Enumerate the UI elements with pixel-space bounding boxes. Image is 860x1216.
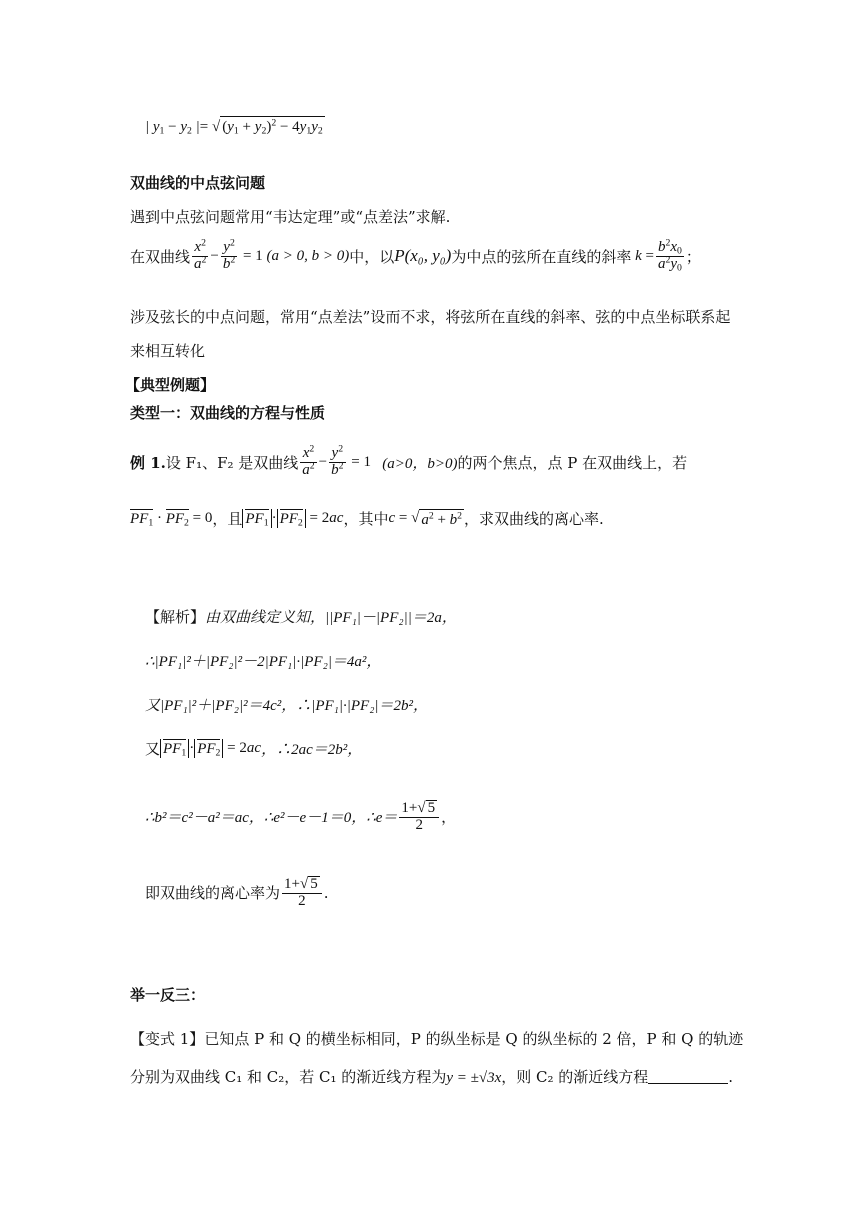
asymptote-c1: y = ±√3x: [446, 1070, 502, 1086]
solution-line-4: 又 $PF_1$ · $PF_2$ = 2 ac ，∴2ac＝2b²，: [145, 740, 363, 759]
example-line-1: 例 1. 设 F₁、F₂ 是双曲线 $\frac{x^2}{a^2}$ − $\frac{y^2}{b^2}$ = 1 (a>0，b>0) 的两个焦点，点 P 在双曲线上，若: [130, 443, 688, 478]
fraction-x2-a2: $\frac{x^2}{a^2}$: [194, 237, 207, 272]
slope-fraction: $\frac{b^2x_0}{a^2y_0}$: [657, 237, 682, 274]
variant-line-2: 分别为双曲线 C₁ 和 C₂，若 C₁ 的渐近线方程为y = ±√3x，则 C₂ 的渐近线方程 .: [130, 1068, 734, 1086]
example-fraction-x: $\frac{x^2}{a^2}$: [302, 443, 315, 478]
section-title: 双曲线的中点弦问题: [130, 174, 266, 192]
solution-line-5: ∴b²＝c²－a²＝ac，∴e²－e－1＝0，∴e＝ $\frac{1+√ 5}{2}$ ，: [145, 800, 457, 833]
example-text-c: ，且: [212, 510, 243, 528]
practice-title: 举一反三：: [130, 986, 206, 1004]
variant-label: 【变式 1】: [130, 1030, 205, 1048]
rule-point: P(x₀, y₀): [394, 246, 452, 266]
fraction-y2-b2: $\frac{y^2}{b^2}$: [222, 237, 236, 272]
answer-fraction: $\frac{1+√ 5}{2}$: [282, 876, 322, 910]
rule-suffix: 为中点的弦所在直线的斜率: [451, 247, 632, 266]
solution-line-3: 又|PF₁|²＋|PF₂|²＝4c²，∴|PF₁|·|PF₂|＝2b²，: [145, 698, 429, 714]
rule-prefix: 在双曲线: [130, 247, 191, 266]
example-text-d: ，其中: [343, 510, 389, 528]
typical-title: 【典型例题】: [125, 376, 216, 394]
chord-text-2: 来相互转化: [130, 342, 206, 360]
chord-text-1: 涉及弦长的中点问题，常用“点差法”设而不求，将弦所在直线的斜率、弦的中点坐标联系起: [130, 308, 731, 326]
golden-ratio-fraction: $\frac{1+√ 5}{2}$: [399, 800, 439, 834]
example-fraction-y: $\frac{y^2}{b^2}$: [331, 443, 344, 478]
example-text-a: 设 F₁、F₂ 是双曲线: [165, 453, 299, 472]
answer-blank[interactable]: [648, 1069, 728, 1084]
midpoint-rule: 在双曲线 $\frac{x^2}{a^2}$ − $\frac{y^2}{b^2}$ = 1 (a > 0, b > 0) 中，以 P(x₀, y₀) 为中点的弦所在直线的斜率 k = $\frac{b^2x_0}{a^2y_0}$ ；: [130, 237, 701, 274]
example-line-2: $PF_1$ · $PF_2$ = 0 ，且 $PF_1$ · $PF_2$ = 2 ac ，其中 c = √ $a^2 + b^2$ ，求双曲线的离心率.: [130, 510, 604, 529]
example-label: 例 1.: [130, 453, 166, 472]
solution-line-2: ∴|PF₁|²＋|PF₂|²－2|PF₁|·|PF₂|＝4a²，: [145, 654, 382, 670]
variant-line-1: 【变式 1】已知点 P 和 Q 的横坐标相同，P 的纵坐标是 Q 的纵坐标的 2 倍，P 和 Q 的轨迹: [130, 1030, 744, 1048]
rule-mid: 中，以: [349, 247, 395, 266]
solution-line-6: 即双曲线的离心率为 $\frac{1+√ 5}{2}$ .: [145, 876, 329, 909]
rule-cond: (a > 0, b > 0): [266, 247, 350, 264]
example-text-b: 的两个焦点，点 P 在双曲线上，若: [457, 453, 688, 472]
solution-label: 【解析】: [145, 608, 206, 626]
type-one-title: 类型一：双曲线的方程与性质: [130, 404, 326, 422]
midpoint-intro: 遇到中点弦问题常用“韦达定理”或“点差法”求解.: [130, 208, 451, 226]
example-text-e: ，求双曲线的离心率.: [464, 510, 604, 528]
solution-line-1: 【解析】由双曲线定义知，||PF₁|－|PF₂||＝2a，: [145, 608, 457, 626]
formula-abs-diff: | $y_1 - y_2$ |= √ $(y_1 + y_2)^2 - 4y_1y_2$: [145, 117, 323, 137]
example-cond: (a>0，b>0): [382, 455, 458, 472]
